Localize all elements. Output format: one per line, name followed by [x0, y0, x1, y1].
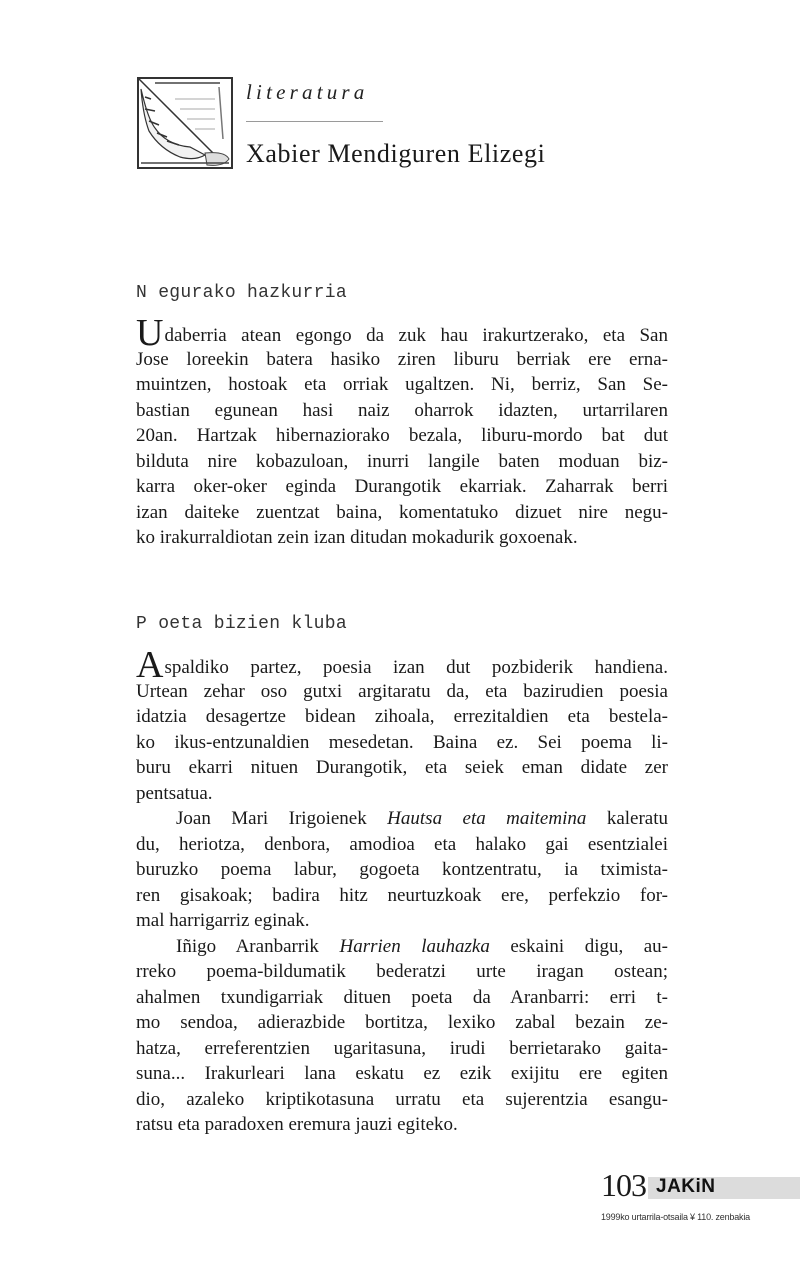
text-line: dio, azaleko kriptikotasuna urratu eta sujerentzia esangu-	[136, 1088, 668, 1110]
text-line: bastian egunean hasi naiz oharrok idazten, urtarrilaren	[136, 399, 668, 421]
text-line: du, heriotza, denbora, amodioa eta halako gai esentzialei	[136, 833, 668, 855]
text-line: karra oker-oker eginda Durangotik ekarriak. Zaharrak berri	[136, 476, 668, 497]
text-line: Jose loreekin batera hasiko ziren liburu berriak ere erna-	[136, 348, 668, 370]
brand-band	[648, 1177, 800, 1199]
issue-info: 1999ko urtarrila-otsaila ¥ 110. zenbakia	[601, 1212, 750, 1222]
text-line: ko irakurraldiotan zein izan ditudan mokadurik goxoenak.	[136, 527, 578, 548]
text-line: ahalmen txundigarriak dituen poeta da Aranbarri: erri t-	[136, 986, 668, 1008]
text-line: buru ekarri nituen Durangotik, eta seiek eman didate zer	[136, 757, 668, 778]
text-line: ratsu eta paradoxen eremura jauzi egiteko.	[136, 1114, 458, 1135]
text-line: pentsatua.	[136, 782, 213, 804]
book-title: Hautsa eta maitemina	[387, 808, 587, 829]
text-line: hatza, erreferentzien ugaritasuna, irudi berrietarako gaita-	[136, 1037, 668, 1059]
drop-cap: A	[136, 644, 164, 686]
quill-paper-icon	[135, 75, 235, 171]
text-line: izan daiteke zuentzat baina, komentatuko dizuet nire negu-	[136, 501, 668, 523]
brand-logo: JAKiN	[656, 1176, 716, 1197]
text-line: Iñigo Aranbarrik Harrien lauhazka eskaini digu, au-	[176, 935, 669, 957]
text-line: muintzen, hostoak eta orriak ugaltzen. Ni, berriz, San Se-	[136, 374, 668, 395]
author-name: Xabier Mendiguren Elizegi	[246, 139, 546, 168]
book-title: Harrien lauhazka	[339, 935, 490, 957]
text-line: 20an. Hartzak hibernaziorako bezala, liburu-mordo bat dut	[136, 425, 668, 446]
text-line: rreko poema-bildumatik bederatzi urte iragan ostean;	[136, 961, 668, 982]
section-heading: N egurako hazkurria	[136, 283, 347, 303]
text-line: Aspaldiko partez, poesia izan dut pozbiderik handiena.	[136, 644, 668, 686]
text-line: Urtean zehar oso gutxi argitaratu da, eta bazirudien poesia	[136, 680, 668, 702]
section-label: literatura	[246, 80, 369, 104]
page-number: 103	[601, 1167, 646, 1203]
article-paragraph	[136, 312, 668, 551]
section-heading: P oeta bizien kluba	[136, 614, 347, 634]
article-paragraph	[136, 644, 669, 1138]
text-line: mal harrigarriz eginak.	[136, 910, 310, 931]
text-line: bilduta nire kobazuloan, inurri langile baten moduan biz-	[136, 450, 668, 472]
text-line: buruzko poema labur, gogoeta kontzentratu, ia tximista-	[136, 859, 668, 880]
text-line: mo sendoa, adierazbide bortitza, lexiko zabal bezain ze-	[136, 1012, 668, 1033]
text-line: Udaberria atean egongo da zuk hau irakurtzerako, eta San	[136, 312, 668, 354]
text-line: ren gisakoak; badira hitz neurtuzkoak ere, perfekzio for-	[136, 884, 668, 906]
header-divider	[246, 121, 383, 122]
text-line: suna... Irakurleari lana eskatu ez ezik exijitu ere egiten	[136, 1063, 668, 1084]
drop-cap: U	[136, 312, 164, 354]
text-line: ko ikus-entzunaldien mesedetan. Baina ez. Sei poema li-	[136, 731, 668, 753]
text-line: Joan Mari Irigoienek Hautsa eta maitemina kaleratu	[176, 808, 668, 829]
text-line: idatzia desagertze bidean zihoala, errezitaldien eta bestela-	[136, 706, 668, 727]
